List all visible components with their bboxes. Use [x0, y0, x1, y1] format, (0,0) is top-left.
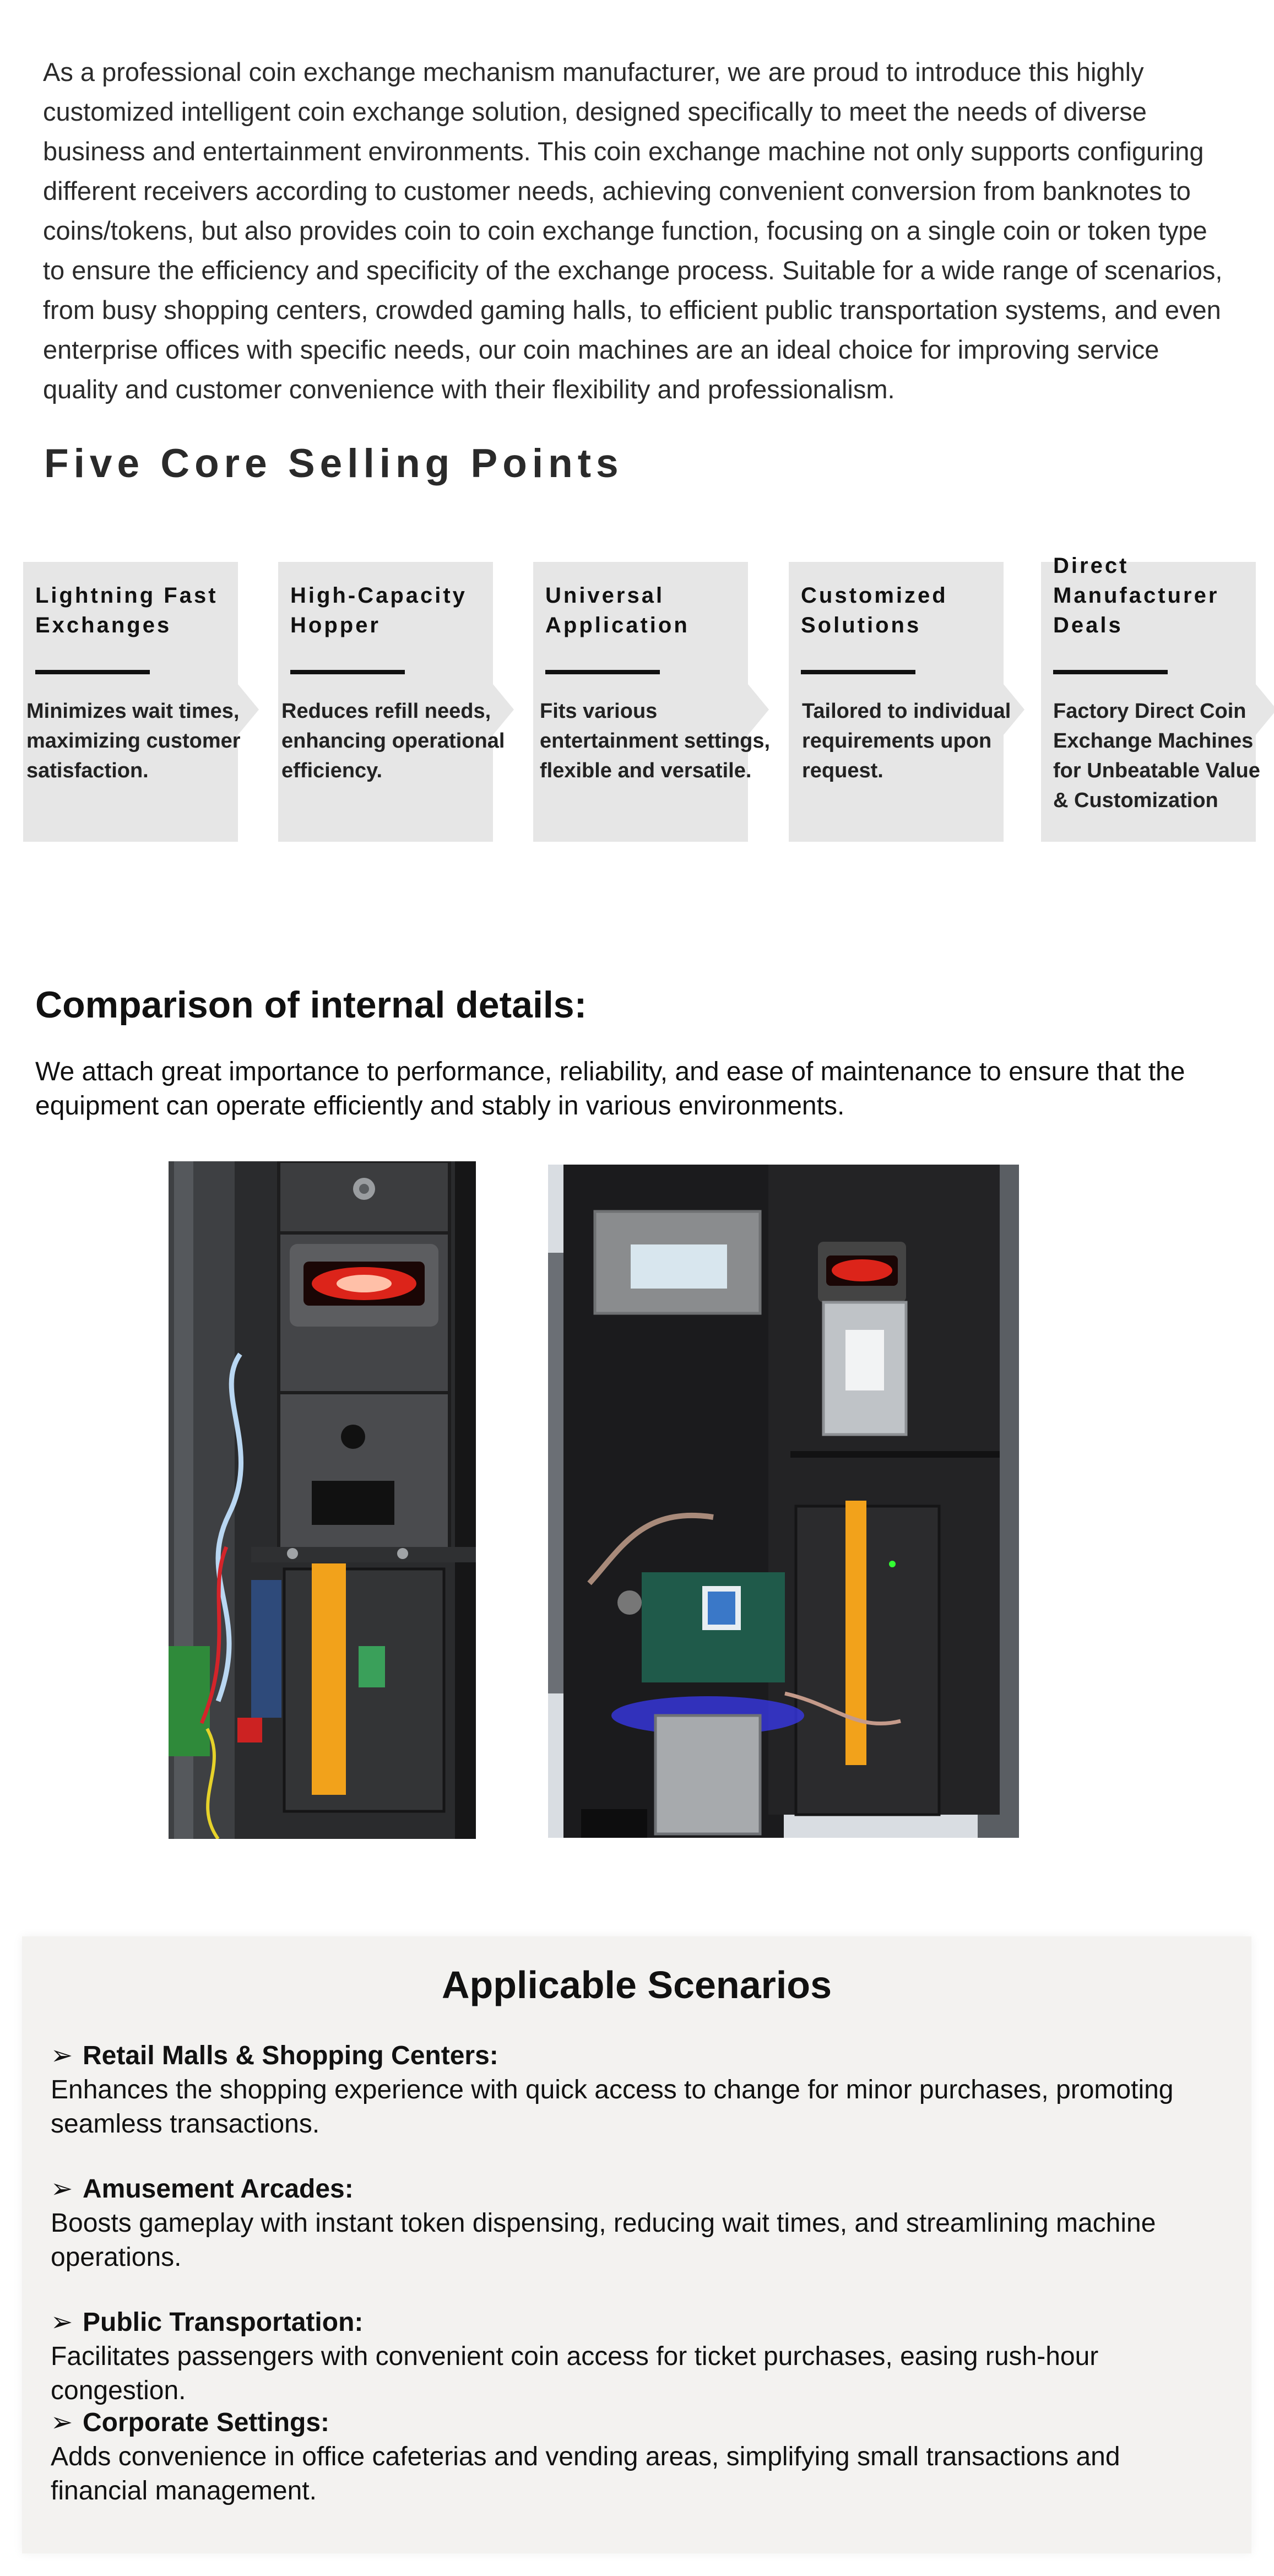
- arrow-bullet-icon: ➢: [51, 2041, 73, 2070]
- card-underline: [545, 670, 660, 674]
- selling-points-heading: Five Core Selling Points: [44, 441, 624, 486]
- scenario-description: Adds convenience in office cafeterias and vending areas, simplifying small transactions and financial management.: [51, 2442, 1120, 2505]
- machine-interior-photo-left: [169, 1161, 476, 1839]
- scenario-item: [51, 2039, 1224, 2141]
- selling-point-card: [23, 562, 241, 842]
- scenarios-panel: [22, 1936, 1251, 2553]
- scenario-item: [51, 2172, 1224, 2275]
- comparison-heading: Comparison of internal details:: [35, 984, 587, 1026]
- arrow-bullet-icon: ➢: [51, 2308, 73, 2337]
- scenario-item: [51, 2306, 1224, 2408]
- arrow-bullet-icon: ➢: [51, 2408, 73, 2437]
- card-title: High-Capacity Hopper: [290, 583, 467, 637]
- card-description: Minimizes wait times, maximizing customer satisfaction.: [26, 700, 241, 782]
- scenario-description: Enhances the shopping experience with quick access to change for minor purchases, promoting seamless transactions.: [51, 2075, 1174, 2139]
- scenario-heading: Retail Malls & Shopping Centers:: [83, 2041, 498, 2070]
- card-underline: [1053, 670, 1168, 674]
- machine-interior-photo-right: [548, 1165, 1019, 1838]
- card-title: Customized Solutions: [801, 583, 948, 637]
- intro-paragraph: As a professional coin exchange mechanism manufacturer, we are proud to introduce this highly customized intelligent coin exchange solution, designed specifically to meet the needs of diverse business and entertainment environments. This coin exchange machine not only supports configuring different receivers according to customer needs, achieving convenient conversion from banknotes to coins/tokens, but also provides coin to coin exchange function, focusing on a single coin or token type to ensure the efficiency and specificity of the exchange process. Suitable for a wide range of scenarios, from busy shopping centers, crowded gaming halls, to efficient public transportation systems, and even enterprise offices with specific needs, our coin machines are an ideal choice for improving service quality and customer convenience with their flexibility and professionalism.: [43, 57, 1223, 404]
- card-description: Tailored to individual requirements upon request.: [802, 700, 1011, 782]
- card-underline: [801, 670, 915, 674]
- comparison-description: We attach great importance to performance, reliability, and ease of maintenance to ensure that the equipment can operate efficiently and stably in various environments.: [35, 1057, 1185, 1121]
- scenario-heading: Amusement Arcades:: [83, 2174, 354, 2204]
- selling-point-card: [789, 562, 1011, 842]
- scenario-description: Facilitates passengers with convenient coin access for ticket purchases, easing rush-hour congestion.: [51, 2342, 1099, 2405]
- card-underline: [290, 670, 405, 674]
- card-underline: [35, 670, 150, 674]
- selling-point-card: [1041, 554, 1260, 842]
- card-title: Universal Application: [545, 583, 690, 637]
- scenario-heading: Public Transportation:: [83, 2308, 364, 2337]
- card-description: Factory Direct Coin Exchange Machines for Unbeatable Value & Customization: [1053, 700, 1260, 812]
- card-title: Lightning Fast Exchanges: [35, 583, 218, 637]
- card-title: Direct Manufacturer Deals: [1053, 554, 1219, 637]
- scenario-item: [51, 2406, 1224, 2508]
- card-description: Reduces refill needs, enhancing operational efficiency.: [281, 700, 505, 782]
- arrow-bullet-icon: ➢: [51, 2174, 73, 2204]
- scenario-description: Boosts gameplay with instant token dispensing, reducing wait times, and streamlining machine operations.: [51, 2209, 1156, 2272]
- card-description: Fits various entertainment settings, flexible and versatile.: [540, 700, 771, 782]
- selling-point-card: [533, 562, 771, 842]
- scenario-heading: Corporate Settings:: [83, 2408, 330, 2437]
- scenarios-heading: Applicable Scenarios: [441, 1963, 832, 2006]
- selling-point-card: [278, 562, 505, 842]
